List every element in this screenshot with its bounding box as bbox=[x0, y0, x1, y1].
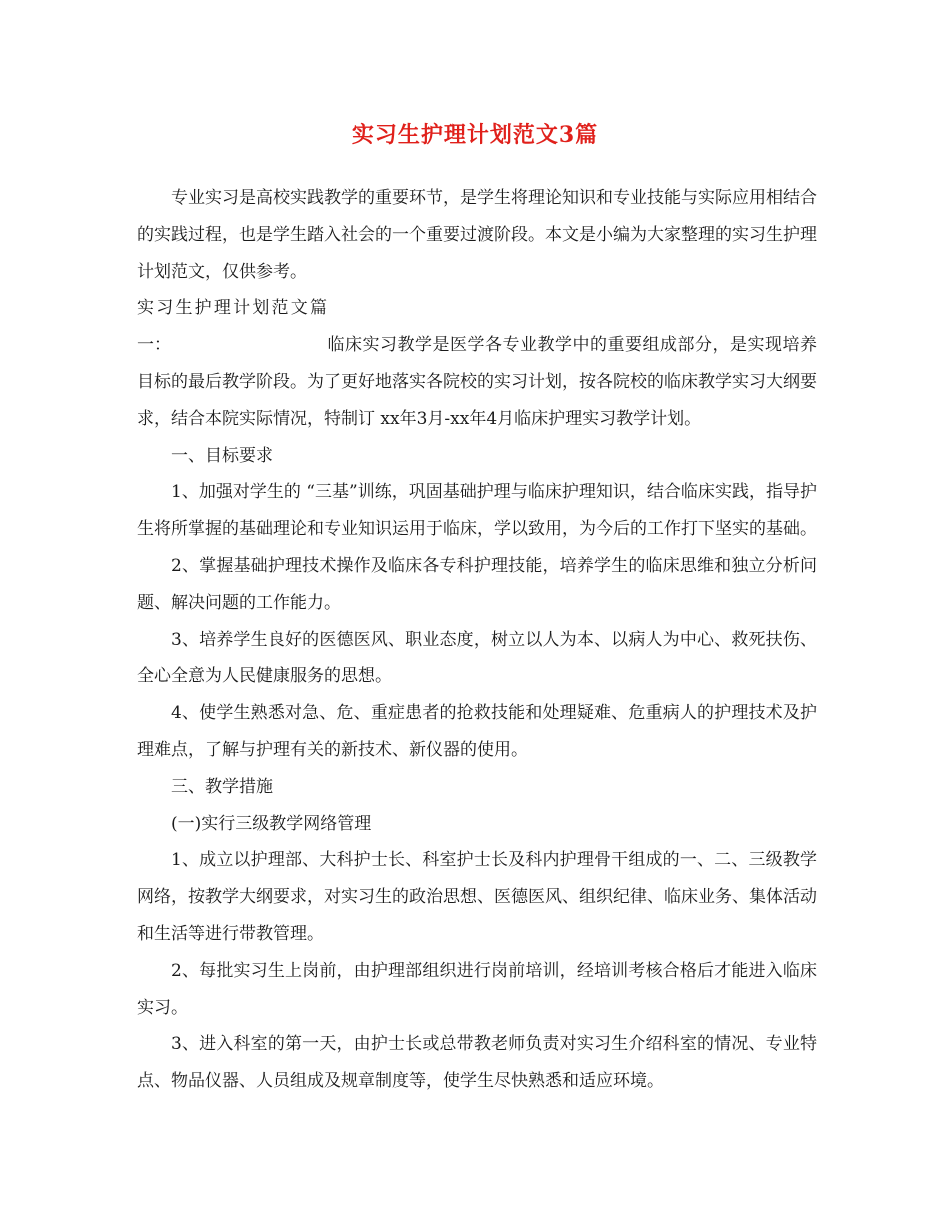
measure-item-3: 3、进入科室的第一天，由护士长或总带教老师负责对实习生介绍科室的情况、专业特点、物品仪器、人员组成及规章制度等，使学生尽快熟悉和适应环境。 bbox=[137, 1034, 817, 1092]
document-body bbox=[137, 180, 817, 1100]
document-title: 实习生护理计划范文3篇 bbox=[351, 122, 599, 148]
goal-item-3: 3、培养学生良好的医德医风、职业态度，树立以人为本、以病人为中心、救死扶伤、全心全意为人民健康服务的思想。 bbox=[137, 629, 817, 687]
section1-text: 临床实习教学是医学各专业教学中的重要组成部分，是实现培养目标的最后教学阶段。为了更好地落实各院校的实习计划，按各院校的临床教学实习大纲要求，结合本院实际情况，特制订 xx年3月-xx年4月临床护理实习教学计划。 bbox=[137, 335, 817, 429]
goal-item-2: 2、掌握基础护理技术操作及临床各专科护理技能，培养学生的临床思维和独立分析问题、解决问题的工作能力。 bbox=[137, 555, 817, 613]
measure-item-2: 2、每批实习生上岗前，由护理部组织进行岗前培训，经培训考核合格后才能进入临床实习。 bbox=[137, 960, 817, 1018]
section1-label: 实习生护理计划范文篇一： bbox=[137, 298, 327, 356]
measure-item-1: 1、成立以护理部、大科护士长、科室护士长及科内护理骨干组成的一、二、三级教学网络，按教学大纲要求，对实习生的政治思想、医德医风、组织纪律、临床业务、集体活动和生活等进行带教管理。 bbox=[137, 850, 817, 944]
section1-paragraph bbox=[137, 290, 817, 437]
goal-item-4: 4、使学生熟悉对急、危、重症患者的抢救技能和处理疑难、危重病人的护理技术及护理难点，了解与护理有关的新技术、新仪器的使用。 bbox=[137, 703, 817, 760]
heading-measures: 三、教学措施 bbox=[171, 776, 273, 797]
goal-item-1: 1、加强对学生的 “三基”训练，巩固基础护理与临床护理知识，结合临床实践，指导护生将所掌握的基础理论和专业知识运用于临床，学以致用，为今后的工作打下坚实的基础。 bbox=[137, 482, 817, 540]
heading-goals: 一、目标要求 bbox=[171, 445, 273, 466]
subheading-network: (一)实行三级教学网络管理 bbox=[171, 813, 372, 834]
intro-paragraph: 专业实习是高校实践教学的重要环节，是学生将理论知识和专业技能与实际应用相结合的实践过程，也是学生踏入社会的一个重要过渡阶段。本文是小编为大家整理的实习生护理计划范文，仅供参考。 bbox=[137, 188, 817, 282]
